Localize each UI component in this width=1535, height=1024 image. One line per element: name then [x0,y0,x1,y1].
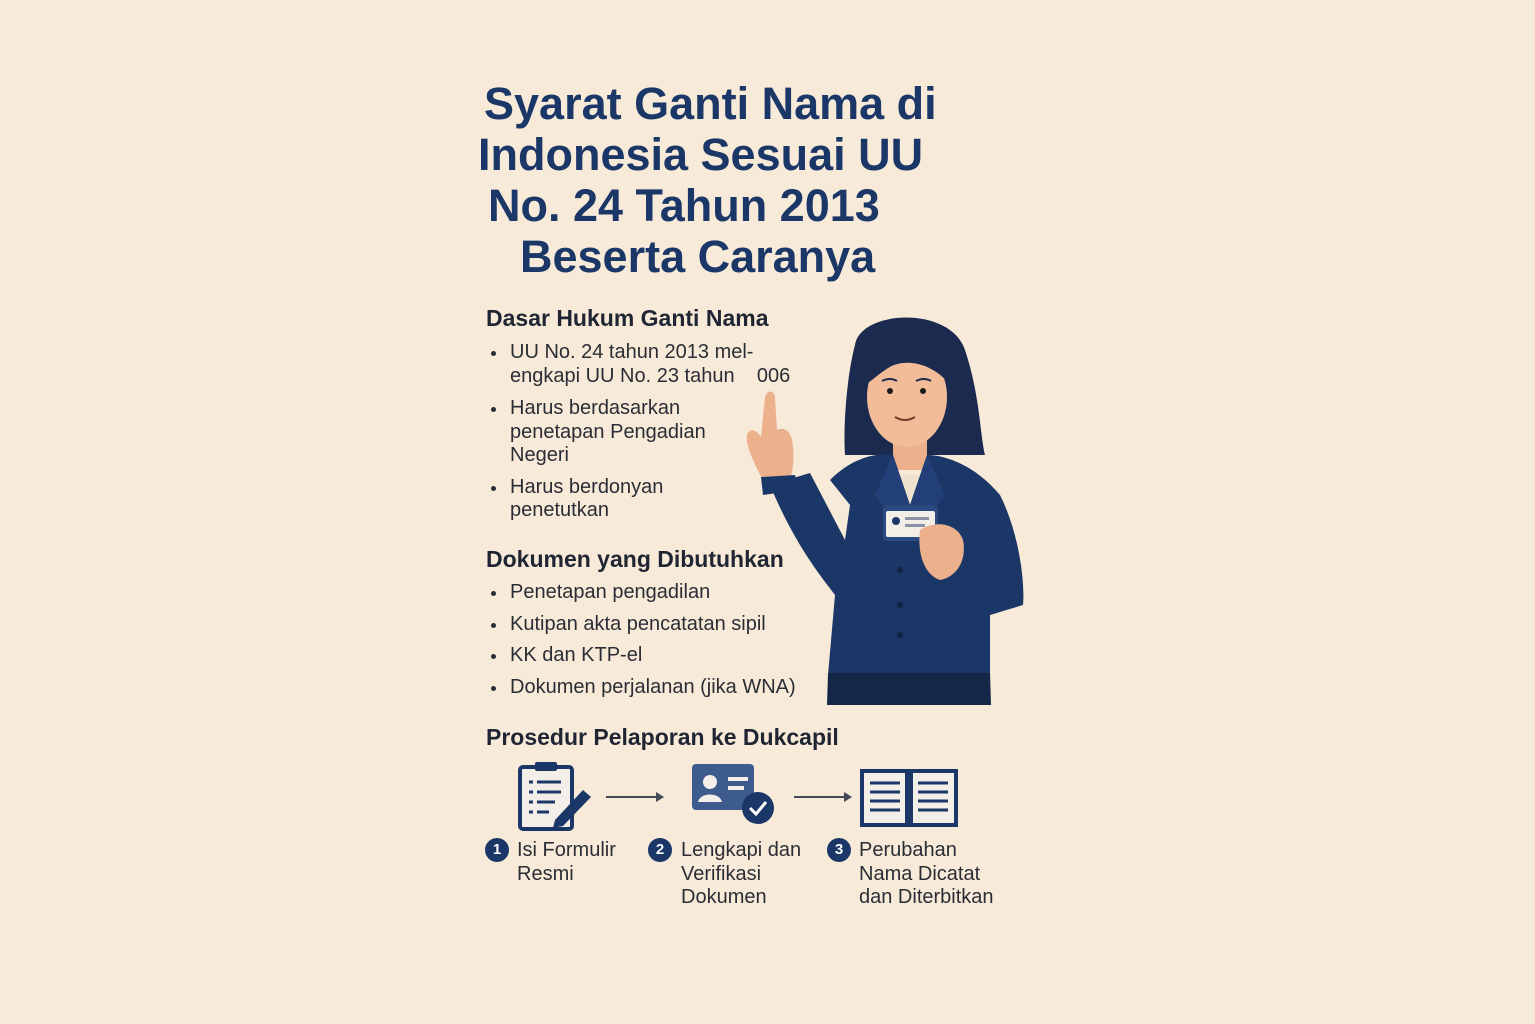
id-card-check-icon [690,762,776,828]
prosedur-heading: Prosedur Pelaporan ke Dukcapil [486,724,839,750]
list-item: Kutipan akta pencatatan sipil [488,613,796,637]
clipboard-pen-icon [515,762,595,832]
dasar-hukum-heading: Dasar Hukum Ganti Nama [486,305,769,331]
open-book-icon [860,765,958,829]
list-item: Penetapan pengadilan [488,581,796,605]
list-item: KK dan KTP-el [488,644,796,668]
title-line: Indonesia Sesuai UU [478,129,924,180]
step-label: Perubahan Nama Dicatat dan Diterbitkan [859,839,994,908]
step-label: Isi Formulir Resmi [517,839,616,885]
list-item: Harus berdonyan penetutkan [488,476,790,523]
list-item: Dokumen perjalanan (jika WNA) [488,676,796,700]
step-number: 3 [827,838,851,862]
step-label: Lengkapi dan Verifikasi Dokumen [681,839,802,908]
arrow-right-icon [794,796,850,798]
list-item: Harus berdasarkan penetapan Pengadian Negeri [488,397,790,468]
title-line: Syarat Ganti Nama di [484,78,937,129]
title-line: No. 24 Tahun 2013 [488,180,880,231]
page-title [470,78,990,282]
step-number: 2 [648,838,672,862]
title-line: Beserta Caranya [520,231,876,282]
arrow-right-icon [606,796,662,798]
list-item: UU No. 24 tahun 2013 mel- engkapi UU No. 23 tahun 006 [488,341,790,388]
dokumen-list [488,581,796,699]
step-number: 1 [485,838,509,862]
dokumen-heading: Dokumen yang Dibutuhkan [486,546,784,572]
